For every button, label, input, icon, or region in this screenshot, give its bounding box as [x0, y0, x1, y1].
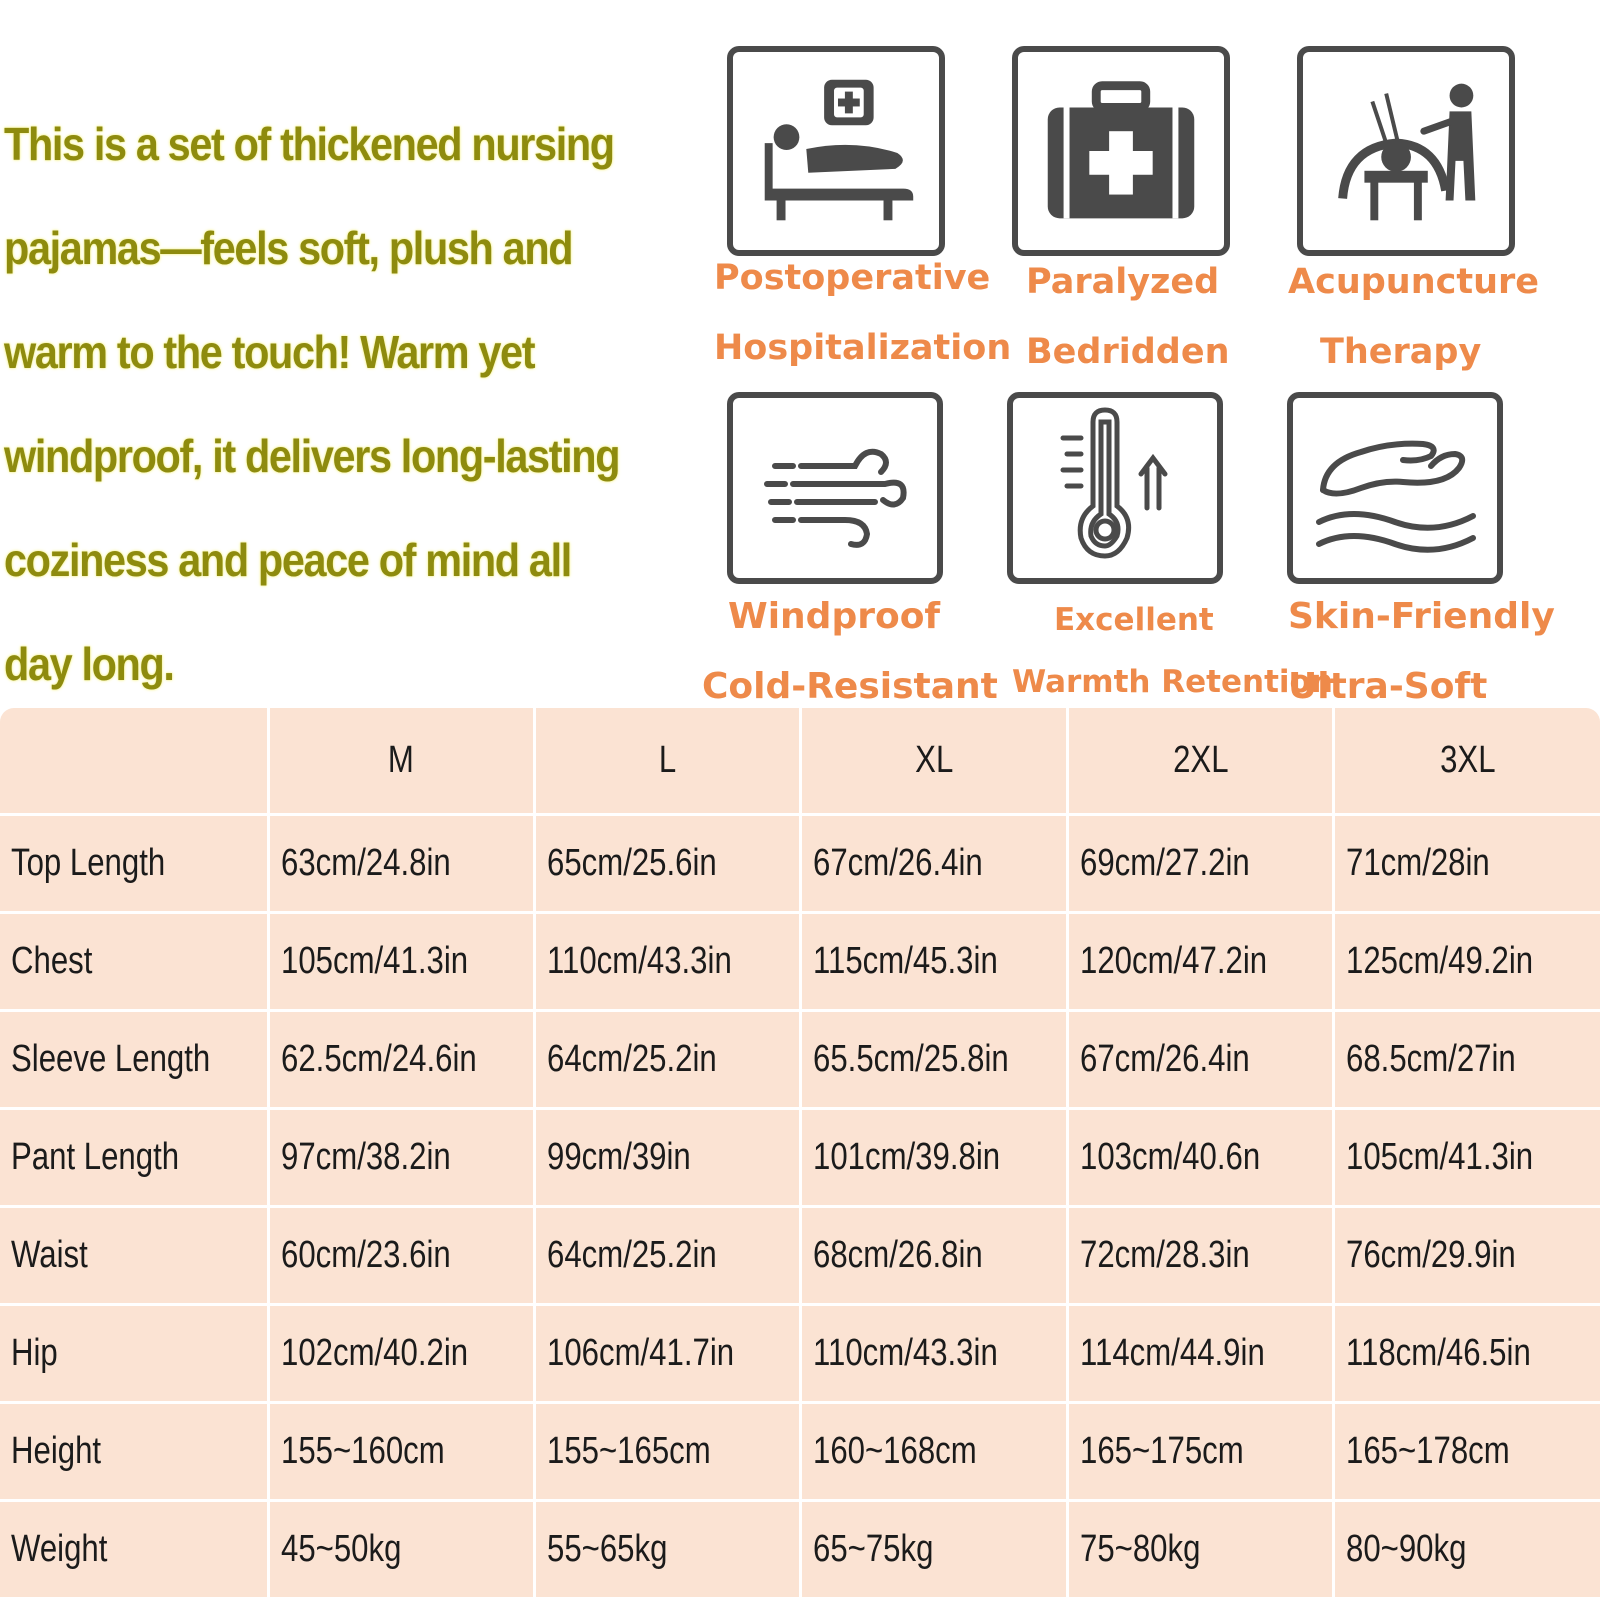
table-cell: 65~75kg	[801, 1500, 1067, 1598]
table-row	[0, 814, 1600, 912]
row-label: Waist	[0, 1206, 268, 1304]
table-cell: 155~165cm	[534, 1402, 800, 1500]
caption-line2: Cold-Resistant	[702, 666, 998, 707]
table-cell: 125cm/49.2in	[1334, 912, 1600, 1010]
table-cell: 118cm/46.5in	[1334, 1304, 1600, 1402]
table-cell: 71cm/28in	[1334, 814, 1600, 912]
size-table	[0, 708, 1600, 1600]
table-cell: 67cm/26.4in	[801, 814, 1067, 912]
table-cell: 101cm/39.8in	[801, 1108, 1067, 1206]
table-row	[0, 912, 1600, 1010]
table-row	[0, 1108, 1600, 1206]
header-cell-m: M	[268, 708, 534, 814]
table-cell: 103cm/40.6n	[1067, 1108, 1333, 1206]
hand-soft-icon	[1287, 392, 1503, 584]
intro-paragraph	[4, 92, 664, 716]
row-label: Hip	[0, 1304, 268, 1402]
table-cell: 99cm/39in	[534, 1108, 800, 1206]
table-header-row	[0, 708, 1600, 814]
header-cell-xl: XL	[801, 708, 1067, 814]
table-cell: 110cm/43.3in	[534, 912, 800, 1010]
row-label: Weight	[0, 1500, 268, 1598]
first-aid-kit-icon	[1012, 46, 1230, 256]
thermometer-up-icon	[1007, 392, 1223, 584]
table-cell: 76cm/29.9in	[1334, 1206, 1600, 1304]
caption-line2: Therapy	[1320, 332, 1482, 372]
table-row	[0, 1402, 1600, 1500]
row-label: Top Length	[0, 814, 268, 912]
table-cell: 120cm/47.2in	[1067, 912, 1333, 1010]
table-cell: 68cm/26.8in	[801, 1206, 1067, 1304]
intro-line: windproof, it delivers long-lasting	[4, 430, 620, 482]
row-label: Height	[0, 1402, 268, 1500]
row-label: Pant Length	[0, 1108, 268, 1206]
table-cell: 64cm/25.2in	[534, 1010, 800, 1108]
caption-line1: Paralyzed	[1026, 262, 1220, 302]
table-cell: 165~175cm	[1067, 1402, 1333, 1500]
table-cell: 69cm/27.2in	[1067, 814, 1333, 912]
table-cell: 114cm/44.9in	[1067, 1304, 1333, 1402]
intro-line: pajamas—feels soft, plush and	[4, 222, 573, 274]
caption-line1: Windproof	[728, 596, 941, 637]
table-cell: 45~50kg	[268, 1500, 534, 1598]
intro-line: This is a set of thickened nursing	[4, 118, 614, 170]
patient-bed-icon	[727, 46, 945, 256]
table-cell: 115cm/45.3in	[801, 912, 1067, 1010]
table-cell: 160~168cm	[801, 1402, 1067, 1500]
caption-line2: Ultra-Soft	[1288, 666, 1488, 707]
table-cell: 68.5cm/27in	[1334, 1010, 1600, 1108]
caption-line1: Skin-Friendly	[1288, 596, 1555, 637]
row-label: Chest	[0, 912, 268, 1010]
caption-line2: Hospitalization	[714, 328, 1012, 368]
table-cell: 75~80kg	[1067, 1500, 1333, 1598]
row-label: Sleeve Length	[0, 1010, 268, 1108]
table-cell: 65.5cm/25.8in	[801, 1010, 1067, 1108]
table-cell: 64cm/25.2in	[534, 1206, 800, 1304]
caption-line2: Warmth Retention	[1012, 664, 1333, 700]
header-cell-3xl: 3XL	[1334, 708, 1600, 814]
caption-line1: Excellent	[1054, 602, 1214, 638]
wind-icon	[727, 392, 943, 584]
table-row	[0, 1206, 1600, 1304]
intro-line: warm to the touch! Warm yet	[4, 326, 535, 378]
table-cell: 110cm/43.3in	[801, 1304, 1067, 1402]
table-row	[0, 1304, 1600, 1402]
table-cell: 62.5cm/24.6in	[268, 1010, 534, 1108]
table-cell: 105cm/41.3in	[268, 912, 534, 1010]
table-cell: 65cm/25.6in	[534, 814, 800, 912]
table-cell: 60cm/23.6in	[268, 1206, 534, 1304]
table-cell: 97cm/38.2in	[268, 1108, 534, 1206]
table-cell: 72cm/28.3in	[1067, 1206, 1333, 1304]
header-cell-2xl: 2XL	[1067, 708, 1333, 814]
header-cell	[0, 708, 268, 814]
table-cell: 165~178cm	[1334, 1402, 1600, 1500]
table-row	[0, 1500, 1600, 1598]
table-cell: 55~65kg	[534, 1500, 800, 1598]
table-cell: 105cm/41.3in	[1334, 1108, 1600, 1206]
acupuncture-icon	[1297, 46, 1515, 256]
table-cell: 63cm/24.8in	[268, 814, 534, 912]
table-row	[0, 1010, 1600, 1108]
header-cell-l: L	[534, 708, 800, 814]
table-cell: 67cm/26.4in	[1067, 1010, 1333, 1108]
caption-line1: Acupuncture	[1288, 262, 1540, 302]
size-chart	[0, 708, 1600, 1600]
caption-line1: Postoperative	[714, 258, 991, 298]
table-cell: 80~90kg	[1334, 1500, 1600, 1598]
intro-line: day long.	[4, 638, 174, 690]
table-cell: 106cm/41.7in	[534, 1304, 800, 1402]
table-cell: 102cm/40.2in	[268, 1304, 534, 1402]
caption-line2: Bedridden	[1026, 332, 1230, 372]
table-cell: 155~160cm	[268, 1402, 534, 1500]
intro-line: coziness and peace of mind all	[4, 534, 571, 586]
